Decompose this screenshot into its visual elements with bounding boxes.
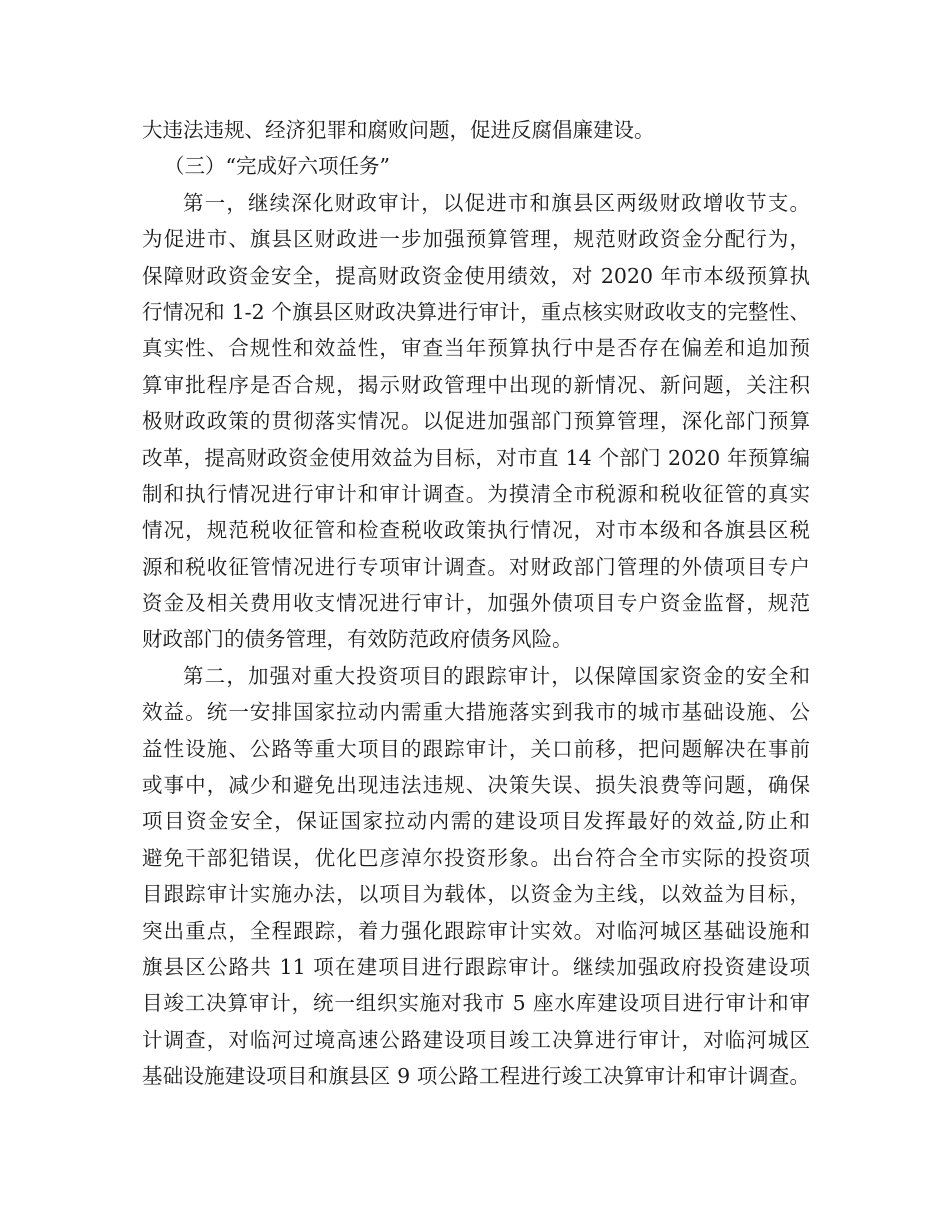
text-line: 计调查，对临河过境高速公路建设项目竣工决算进行审计，对临河城区 bbox=[142, 1027, 810, 1052]
text-line: 行情况和 1-2 个旗县区财政决算进行审计，重点核实财政收支的完整性、 bbox=[142, 299, 810, 324]
text-line: 情况，规范税收征管和检查税收政策执行情况，对市本级和各旗县区税 bbox=[142, 518, 810, 543]
text-line: 算审批程序是否合规，揭示财政管理中出现的新情况、新问题，关注积 bbox=[142, 372, 810, 397]
text-line: 真实性、合规性和效益性，审查当年预算执行中是否存在偏差和追加预 bbox=[142, 336, 810, 361]
text-line: 目跟踪审计实施办法，以项目为载体，以资金为主线，以效益为目标， bbox=[142, 882, 810, 907]
text-line: 第二，加强对重大投资项目的跟踪审计，以保障国家资金的安全和 bbox=[183, 663, 810, 688]
text-line: 益性设施、公路等重大项目的跟踪审计，关口前移，把问题解决在事前 bbox=[142, 736, 810, 761]
text-line: 制和执行情况进行审计和审计调查。为摸清全市税源和税收征管的真实 bbox=[142, 481, 810, 506]
text-line: 旗县区公路共 11 项在建项目进行跟踪审计。继续加强政府投资建设项 bbox=[142, 954, 810, 979]
text-line: 源和税收征管情况进行专项审计调查。对财政部门管理的外债项目专户 bbox=[142, 554, 810, 579]
text-line: 资金及相关费用收支情况进行审计，加强外债项目专户资金监督，规范 bbox=[142, 591, 810, 616]
text-line: 为促进市、旗县区财政进一步加强预算管理，规范财政资金分配行为， bbox=[142, 227, 810, 252]
text-line: 目竣工决算审计，统一组织实施对我市 5 座水库建设项目进行审计和审 bbox=[142, 991, 810, 1016]
text-line: 或事中，减少和避免出现违法违规、决策失误、损失浪费等问题，确保 bbox=[142, 773, 810, 798]
text-line: 改革，提高财政资金使用效益为目标，对市直 14 个部门 2020 年预算编 bbox=[142, 445, 810, 470]
text-line: 大违法违规、经济犯罪和腐败问题，促进反腐倡廉建设。 bbox=[142, 118, 655, 142]
text-line: 突出重点，全程跟踪，着力强化跟踪审计实效。对临河城区基础设施和 bbox=[142, 918, 810, 943]
text-line: 第一，继续深化财政审计，以促进市和旗县区两级财政增收节支。 bbox=[183, 190, 810, 215]
text-line: 效益。统一安排国家拉动内需重大措施落实到我市的城市基础设施、公 bbox=[142, 700, 810, 725]
document-body bbox=[142, 112, 810, 1095]
text-line: 保障财政资金安全，提高财政资金使用绩效，对 2020 年市本级预算执 bbox=[142, 263, 810, 288]
text-line: 基础设施建设项目和旗县区 9 项公路工程进行竣工决算审计和审计调查。 bbox=[142, 1064, 810, 1089]
text-line: 财政部门的债务管理，有效防范政府债务风险。 bbox=[142, 627, 573, 652]
text-line: 避免干部犯错误，优化巴彦淖尔投资形象。出台符合全市实际的投资项 bbox=[142, 845, 810, 870]
text-line: 项目资金安全，保证国家拉动内需的建设项目发挥最好的效益,防止和 bbox=[142, 809, 810, 834]
section-heading: （三）“完成好六项任务” bbox=[164, 154, 390, 179]
text-line: 极财政政策的贯彻落实情况。以促进加强部门预算管理，深化部门预算 bbox=[142, 409, 810, 434]
